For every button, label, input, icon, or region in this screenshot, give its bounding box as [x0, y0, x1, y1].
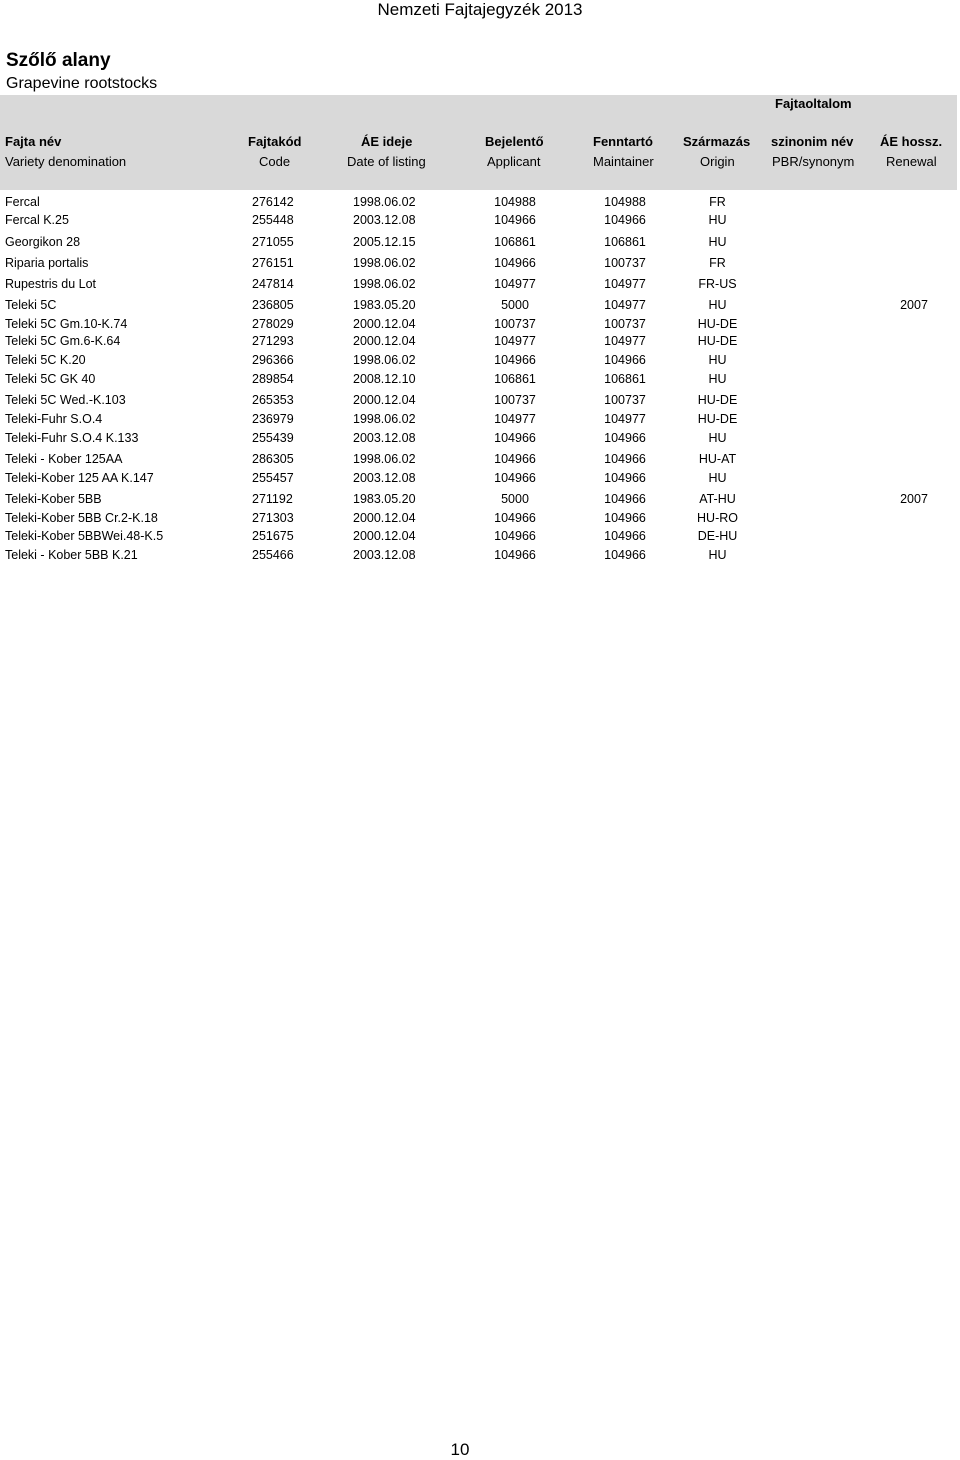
cell-date: 2000.12.04	[353, 529, 416, 543]
cell-applicant: 104966	[494, 353, 536, 367]
cell-maintainer: 106861	[604, 235, 646, 249]
cell-maintainer: 104966	[604, 529, 646, 543]
col-header-en-renewal: Renewal	[886, 154, 937, 169]
cell-applicant: 100737	[494, 393, 536, 407]
table-row	[0, 510, 957, 526]
col-header-hu-variety: Fajta név	[5, 134, 62, 149]
cell-applicant: 104988	[494, 195, 536, 209]
cell-date: 2003.12.08	[353, 213, 416, 227]
cell-variety: Teleki-Fuhr S.O.4 K.133	[5, 431, 139, 445]
cell-applicant: 104966	[494, 431, 536, 445]
cell-date: 2000.12.04	[353, 511, 416, 525]
cell-applicant: 104966	[494, 548, 536, 562]
cell-date: 1998.06.02	[353, 412, 416, 426]
table-row	[0, 352, 957, 368]
cell-maintainer: 104977	[604, 412, 646, 426]
cell-date: 1998.06.02	[353, 277, 416, 291]
cell-code: 286305	[252, 452, 294, 466]
cell-applicant: 106861	[494, 372, 536, 386]
cell-code: 236979	[252, 412, 294, 426]
cell-applicant: 100737	[494, 317, 536, 331]
cell-origin: HU	[708, 548, 727, 562]
col-header-hu-maintainer: Fenntartó	[593, 134, 653, 149]
cell-variety: Teleki-Kober 125 AA K.147	[5, 471, 154, 485]
col-header-hu-applicant: Bejelentő	[485, 134, 544, 149]
col-header-en-date: Date of listing	[347, 154, 426, 169]
cell-maintainer: 104966	[604, 492, 646, 506]
cell-date: 2005.12.15	[353, 235, 416, 249]
cell-origin: HU	[708, 372, 727, 386]
col-header-en-variety: Variety denomination	[5, 154, 127, 169]
cell-variety: Fercal K.25	[5, 213, 69, 227]
table-row	[0, 411, 957, 427]
col-header-hu-renewal: ÁE hossz.	[880, 134, 943, 149]
table-row	[0, 528, 957, 544]
table-row	[0, 234, 957, 250]
cell-variety: Teleki-Kober 5BB Cr.2-K.18	[5, 511, 158, 525]
cell-date: 1998.06.02	[353, 256, 416, 270]
cell-origin: HU-RO	[697, 511, 738, 525]
cell-origin: HU	[708, 213, 727, 227]
col-header-hu-synonym: szinonim név	[771, 134, 854, 149]
cell-code: 276151	[252, 256, 294, 270]
col-header-en-synonym: PBR/synonym	[772, 154, 855, 169]
col-header-hu-origin: Származás	[683, 134, 751, 149]
col-header-en-code: Code	[259, 154, 291, 169]
cell-date: 1983.05.20	[353, 492, 416, 506]
cell-applicant: 5000	[501, 492, 529, 506]
cell-variety: Teleki-Kober 5BB	[5, 492, 102, 506]
cell-variety: Teleki-Fuhr S.O.4	[5, 412, 103, 426]
cell-maintainer: 100737	[604, 317, 646, 331]
cell-maintainer: 104977	[604, 298, 646, 312]
table-row	[0, 333, 957, 349]
table-row	[0, 430, 957, 446]
cell-applicant: 104977	[494, 334, 536, 348]
cell-date: 1998.06.02	[353, 353, 416, 367]
cell-variety: Riparia portalis	[5, 256, 89, 270]
table-row	[0, 392, 957, 408]
cell-maintainer: 100737	[604, 256, 646, 270]
cell-origin: HU	[708, 431, 727, 445]
col-header-en-origin: Origin	[700, 154, 735, 169]
cell-variety: Teleki 5C Wed.-K.103	[5, 393, 126, 407]
cell-maintainer: 100737	[604, 393, 646, 407]
cell-maintainer: 104966	[604, 471, 646, 485]
cell-code: 251675	[252, 529, 294, 543]
col-header-en-maintainer: Maintainer	[593, 154, 654, 169]
section-subtitle: Grapevine rootstocks	[6, 75, 158, 92]
cell-origin: HU	[708, 353, 727, 367]
cell-date: 2003.12.08	[353, 471, 416, 485]
cell-variety: Teleki-Kober 5BBWei.48-K.5	[5, 529, 164, 543]
cell-date: 2003.12.08	[353, 548, 416, 562]
cell-origin: FR-US	[698, 277, 737, 291]
cell-date: 1998.06.02	[353, 195, 416, 209]
cell-variety: Fercal	[5, 195, 40, 209]
cell-code: 255448	[252, 213, 294, 227]
cell-origin: AT-HU	[699, 492, 736, 506]
cell-variety: Teleki 5C Gm.10-K.74	[5, 317, 128, 331]
cell-origin: FR	[709, 195, 726, 209]
cell-applicant: 106861	[494, 235, 536, 249]
cell-date: 2000.12.04	[353, 317, 416, 331]
cell-maintainer: 104966	[604, 431, 646, 445]
table-group-label: Fajtaoltalom	[775, 96, 852, 111]
cell-origin: DE-HU	[697, 529, 738, 543]
cell-variety: Teleki 5C GK 40	[5, 372, 96, 386]
cell-code: 247814	[252, 277, 294, 291]
cell-applicant: 104966	[494, 529, 536, 543]
cell-origin: HU-DE	[697, 334, 738, 348]
catalog-title: Nemzeti Fajtajegyzék 2013	[377, 0, 583, 19]
table-row	[0, 491, 957, 507]
cell-variety: Teleki - Kober 5BB K.21	[5, 548, 138, 562]
cell-origin: FR	[709, 256, 726, 270]
table-row	[0, 470, 957, 486]
cell-variety: Teleki 5C Gm.6-K.64	[5, 334, 121, 348]
cell-variety: Teleki 5C K.20	[5, 353, 86, 367]
cell-date: 2000.12.04	[353, 334, 416, 348]
cell-renewal: 2007	[900, 298, 928, 312]
cell-applicant: 104966	[494, 213, 536, 227]
cell-origin: HU-AT	[698, 452, 737, 466]
cell-origin: HU	[708, 471, 727, 485]
table-row	[0, 212, 957, 228]
cell-maintainer: 106861	[604, 372, 646, 386]
cell-date: 2008.12.10	[353, 372, 416, 386]
cell-code: 271293	[252, 334, 294, 348]
cell-code: 271303	[252, 511, 294, 525]
table-row	[0, 297, 957, 313]
cell-applicant: 104966	[494, 452, 536, 466]
cell-code: 255439	[252, 431, 294, 445]
cell-applicant: 104977	[494, 412, 536, 426]
cell-code: 255466	[252, 548, 294, 562]
cell-date: 1998.06.02	[353, 452, 416, 466]
cell-code: 278029	[252, 317, 294, 331]
table-row	[0, 451, 957, 467]
cell-variety: Teleki 5C	[5, 298, 57, 312]
cell-origin: HU	[708, 298, 727, 312]
table-row	[0, 276, 957, 292]
cell-code: 271192	[252, 492, 293, 506]
cell-maintainer: 104966	[604, 511, 646, 525]
cell-date: 2000.12.04	[353, 393, 416, 407]
cell-origin: HU-DE	[697, 393, 738, 407]
cell-code: 271055	[252, 235, 294, 249]
cell-origin: HU-DE	[697, 412, 738, 426]
table-row	[0, 255, 957, 271]
col-header-hu-date: ÁE ideje	[361, 134, 413, 149]
table-row	[0, 547, 957, 563]
cell-code: 296366	[252, 353, 294, 367]
col-header-en-applicant: Applicant	[487, 154, 541, 169]
col-header-hu-code: Fajtakód	[248, 134, 302, 149]
page-number: 10	[450, 1440, 470, 1459]
cell-maintainer: 104966	[604, 452, 646, 466]
cell-code: 289854	[252, 372, 294, 386]
cell-variety: Teleki - Kober 125AA	[5, 452, 123, 466]
cell-variety: Georgikon 28	[5, 235, 81, 249]
cell-maintainer: 104988	[604, 195, 646, 209]
section-title: Szőlő alany	[6, 50, 111, 71]
cell-maintainer: 104977	[604, 277, 646, 291]
cell-applicant: 104966	[494, 511, 536, 525]
cell-code: 265353	[252, 393, 294, 407]
cell-code: 236805	[252, 298, 294, 312]
table-row	[0, 371, 957, 387]
cell-variety: Rupestris du Lot	[5, 277, 97, 291]
cell-code: 276142	[252, 195, 294, 209]
cell-code: 255457	[252, 471, 294, 485]
cell-maintainer: 104966	[604, 213, 646, 227]
cell-origin: HU	[708, 235, 727, 249]
cell-date: 2003.12.08	[353, 431, 416, 445]
table-row	[0, 194, 957, 210]
cell-applicant: 5000	[501, 298, 529, 312]
cell-applicant: 104977	[494, 277, 536, 291]
cell-maintainer: 104966	[604, 353, 646, 367]
cell-renewal: 2007	[900, 492, 928, 506]
cell-applicant: 104966	[494, 471, 536, 485]
cell-origin: HU-DE	[697, 317, 738, 331]
cell-maintainer: 104977	[604, 334, 646, 348]
cell-maintainer: 104966	[604, 548, 646, 562]
cell-applicant: 104966	[494, 256, 536, 270]
cell-date: 1983.05.20	[353, 298, 416, 312]
table-row	[0, 316, 957, 332]
